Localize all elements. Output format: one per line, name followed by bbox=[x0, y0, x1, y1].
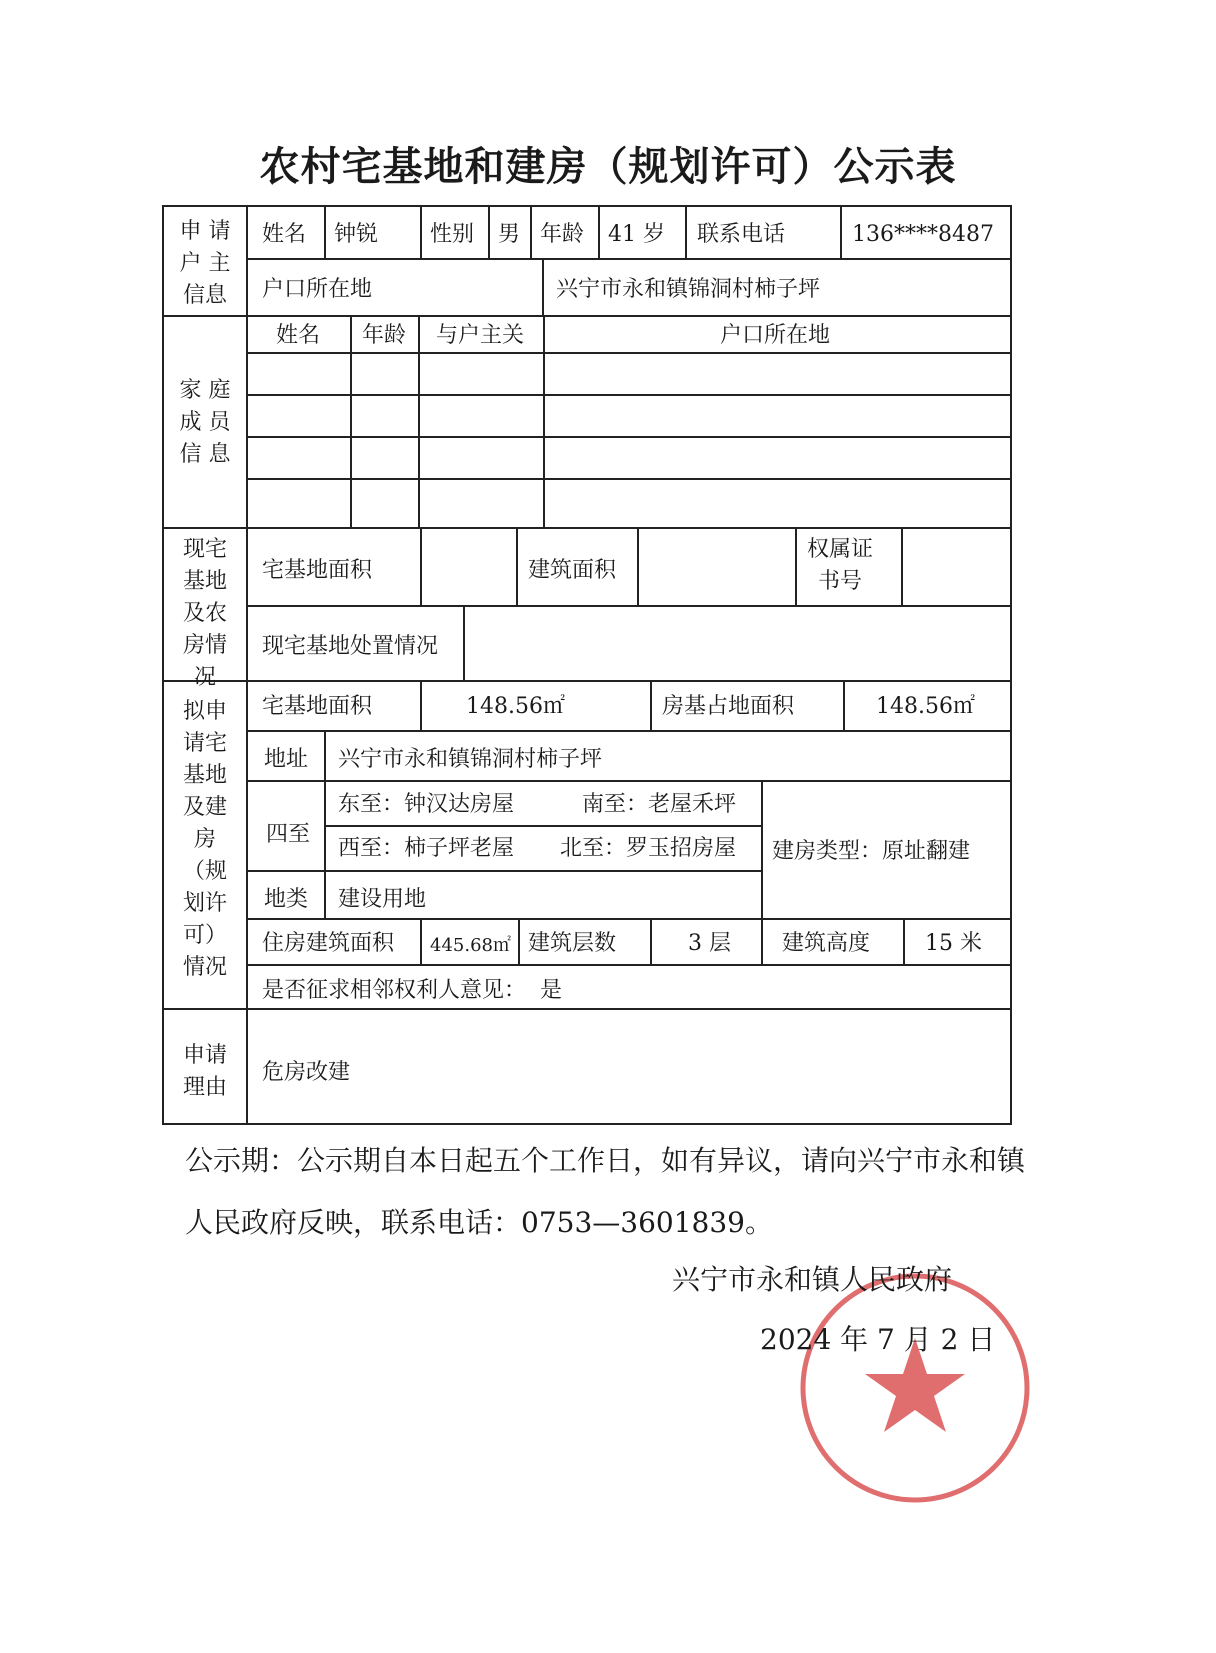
issue-date: 2024 年 7 月 2 日 bbox=[760, 1323, 996, 1356]
notice-text: 公示期：公示期自本日起五个工作日，如有异议，请向兴宁市永和镇人民政府反映，联系电话：0753—3601839。 bbox=[185, 1144, 1026, 1239]
certificate-label: 权属证书号 bbox=[806, 537, 873, 594]
reason-value: 危房改建 bbox=[262, 1060, 351, 1085]
family-header-hukou: 户口所在地 bbox=[720, 323, 831, 348]
address-value: 兴宁市永和镇锦洞村柿子坪 bbox=[338, 747, 603, 772]
disposal-label: 现宅基地处置情况 bbox=[262, 634, 439, 659]
age-value: 41 岁 bbox=[608, 222, 665, 247]
floors-label: 建筑层数 bbox=[528, 931, 617, 956]
floors-value: 3 层 bbox=[688, 931, 731, 956]
family-header-relation: 与户主关 bbox=[436, 323, 525, 348]
height-value: 15 米 bbox=[925, 931, 982, 956]
family-header-age: 年龄 bbox=[362, 323, 407, 348]
hukou-label: 户口所在地 bbox=[262, 277, 373, 302]
issuer-name: 兴宁市永和镇人民政府 bbox=[672, 1263, 953, 1296]
current-land-section-label: 现宅基地及农房情况 bbox=[182, 537, 227, 690]
bounds-label: 四至 bbox=[266, 822, 311, 847]
phone-value: 136****8487 bbox=[852, 222, 994, 247]
name-value: 钟锐 bbox=[334, 222, 379, 247]
applicant-section-label: 申 请 户 主 信息 bbox=[179, 219, 231, 308]
bound-east: 东至：钟汉达房屋 bbox=[338, 792, 515, 817]
family-section-label: 家 庭 成 员 信 息 bbox=[179, 378, 231, 467]
bound-south: 南至：老屋禾坪 bbox=[582, 792, 737, 817]
age-label: 年龄 bbox=[540, 222, 585, 247]
name-label: 姓名 bbox=[262, 222, 307, 247]
floor-area-label: 住房建筑面积 bbox=[262, 931, 395, 956]
building-type: 建房类型：原址翻建 bbox=[772, 839, 971, 864]
proposed-land-area-value: 148.56㎡ bbox=[466, 694, 565, 719]
footprint-value: 148.56㎡ bbox=[876, 694, 975, 719]
address-label: 地址 bbox=[264, 747, 309, 772]
reason-section-label: 申请理由 bbox=[182, 1043, 227, 1100]
bound-north: 北至：罗玉招房屋 bbox=[560, 836, 737, 861]
proposed-land-area-label: 宅基地面积 bbox=[262, 694, 373, 719]
proposed-section-label: 拟申请宅基地及建房（规划许可）情况 bbox=[182, 699, 227, 980]
official-seal bbox=[795, 1268, 1035, 1508]
bound-west: 西至：柿子坪老屋 bbox=[338, 836, 515, 861]
hukou-value: 兴宁市永和镇锦洞村柿子坪 bbox=[556, 277, 821, 302]
current-land-area-label: 宅基地面积 bbox=[262, 558, 373, 583]
height-label: 建筑高度 bbox=[782, 931, 871, 956]
land-type-value: 建设用地 bbox=[338, 887, 427, 912]
land-type-label: 地类 bbox=[264, 887, 309, 912]
page-title: 农村宅基地和建房（规划许可）公示表 bbox=[259, 144, 957, 190]
footprint-label: 房基占地面积 bbox=[662, 694, 795, 719]
floor-area-value: 445.68㎡ bbox=[430, 935, 511, 956]
family-header-name: 姓名 bbox=[276, 323, 321, 348]
phone-label: 联系电话 bbox=[697, 222, 786, 247]
gender-value: 男 bbox=[498, 222, 521, 247]
gender-label: 性别 bbox=[430, 222, 475, 247]
neighbor-opinion: 是否征求相邻权利人意见： 是 bbox=[262, 978, 562, 1003]
current-building-area-label: 建筑面积 bbox=[528, 558, 617, 583]
